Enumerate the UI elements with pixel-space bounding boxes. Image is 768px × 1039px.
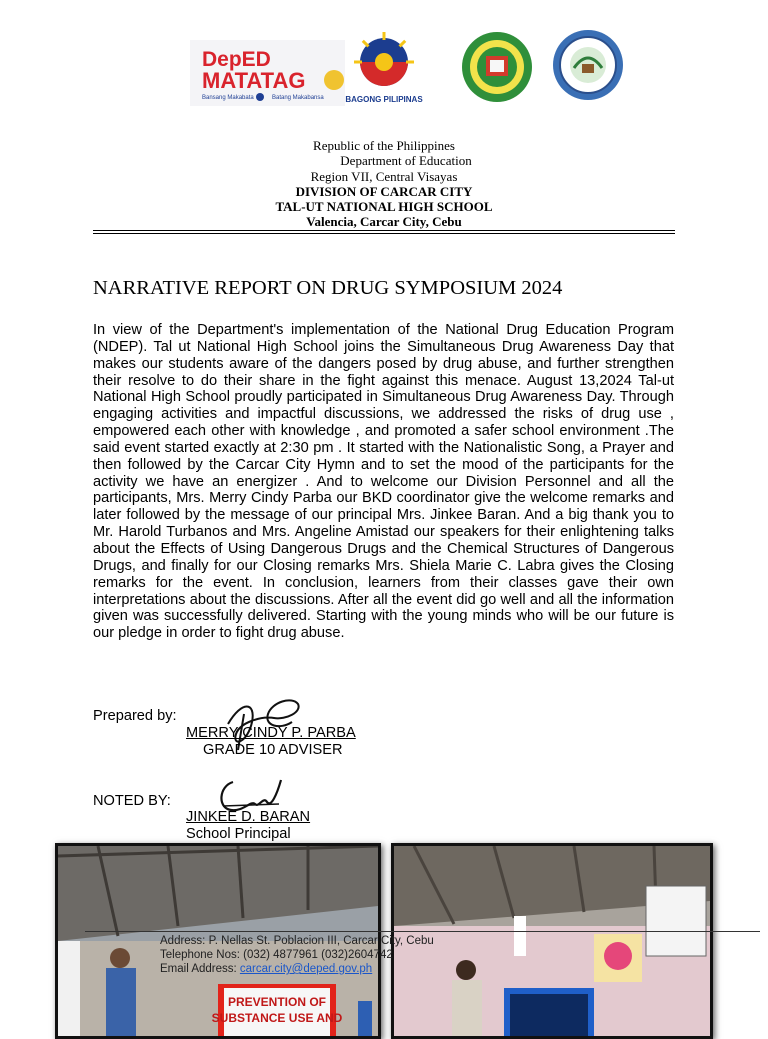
carcar-division-seal <box>458 30 536 104</box>
footer-telephone: Telephone Nos: (032) 4877961 (032)2604742 <box>160 949 393 961</box>
header-rule <box>93 230 675 231</box>
letterhead-address: Valencia, Carcar City, Cebu <box>306 214 462 230</box>
noted-by-label: NOTED BY: <box>93 793 171 809</box>
footer-email-link[interactable]: carcar.city@deped.gov.ph <box>239 963 373 975</box>
noted-by-role: School Principal <box>186 826 291 842</box>
svg-text:Batang Makabansa: Batang Makabansa <box>272 95 324 101</box>
prepared-by-label: Prepared by: <box>93 708 177 724</box>
letterhead-school: TAL-UT NATIONAL HIGH SCHOOL <box>275 199 493 215</box>
letterhead <box>93 138 675 230</box>
footer-rule <box>85 931 760 932</box>
footer-contact <box>160 934 434 976</box>
svg-text:PREVENTION OF: PREVENTION OF <box>227 995 327 1009</box>
svg-text:BAGONG PILIPINAS: BAGONG PILIPINAS <box>345 95 423 104</box>
svg-text:Bansang Makabata: Bansang Makabata <box>202 95 254 101</box>
noted-by-name: JINKEE D. BARAN <box>186 809 311 825</box>
prepared-by-name: MERRY CINDY P. PARBA <box>186 725 356 741</box>
letterhead-division: DIVISION OF CARCAR CITY <box>295 183 473 199</box>
report-body: In view of the Department's implementation of the National Drug Education Program (NDEP). Tal ut National High School joins the Simultaneous Drug Awareness Day that makes our students aware of the dangers posed by drug abuse, and further strengthen their resolve to do their share in the fight against this menace. August 13,2024 Tal-ut National High School proudly participated in Simultaneous Drug Awareness Day. Through engaging activities and impactful discussions, we addressed the risks of drug use , empowered each other with knowledge , and promoted a safer school environment .The said event started exactly at 2:30 pm . It started with the Nationalistic Song, a Prayer and then followed by the Carcar City Hymn and to set the mood of the participants for the activity we have an energizer . And to welcome our Division Personnel and all the participants, Mrs. Merry Cindy Parba our BKD coordinator give the welcome remarks and later followed by the message of our principal Mrs. Jinkee Baran. And a big thank you to Mr. Harold Turbanos and Mrs. Angeline Amistad our speakers for their enlightening talks about the Effects of Using Dangerous Drugs and the Chemical Structures of Dangerous Drugs, and finally for our Closing remarks Mrs. Shiela Marie C. Labra gives the Closing remarks for the event. In conclusion, learners from their classes gave their own interpretations about the discussions. After all the event did go well and all the information given was successfully delivered. Starting with the young minds who will be our future is our pledge in order to fight drug abuse. <box>93 322 674 642</box>
tal-ut-school-seal <box>547 28 629 102</box>
letterhead-region: Region VII, Central Visayas <box>310 168 458 184</box>
report-title: NARRATIVE REPORT ON DRUG SYMPOSIUM 2024 <box>93 277 563 299</box>
letterhead-country: Republic of the Philippines <box>313 138 455 153</box>
footer-email-row <box>160 962 434 976</box>
deped-matatag-logo <box>190 40 345 106</box>
footer-address: Address: P. Nellas St. Poblacion III, Carcar City, Cebu <box>160 935 434 947</box>
svg-text:DepED: DepED <box>202 48 271 71</box>
letterhead-department: Department of Education <box>340 153 472 169</box>
bagong-pilipinas-logo <box>340 28 428 106</box>
svg-text:MATATAG: MATATAG <box>202 68 306 93</box>
event-photo-presenter <box>391 843 713 1039</box>
header-rule-double <box>93 233 675 234</box>
prepared-by-role: GRADE 10 ADVISER <box>203 742 343 758</box>
footer-email-label: Email Address: <box>160 963 237 975</box>
svg-text:SUBSTANCE USE AND: SUBSTANCE USE AND <box>211 1011 343 1025</box>
